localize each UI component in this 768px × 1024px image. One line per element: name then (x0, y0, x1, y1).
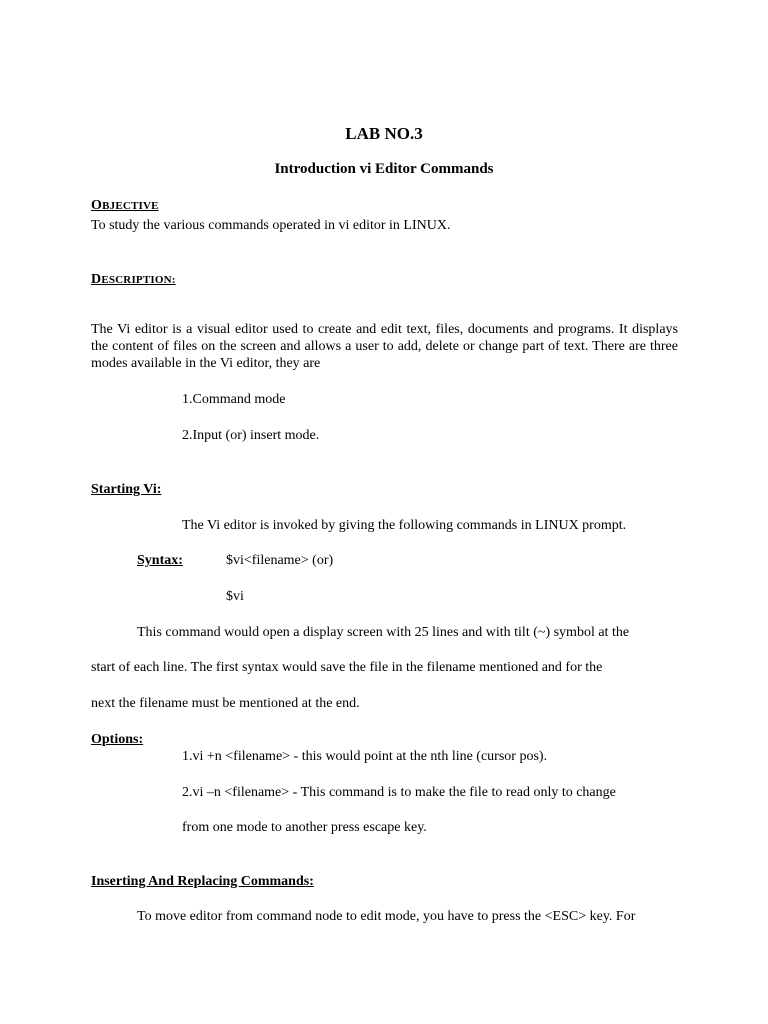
starting-vi-heading: Starting Vi: (91, 482, 162, 497)
objective-text: To study the various commands operated in vi editor in LINUX. (91, 218, 451, 233)
description-paragraph: The Vi editor is a visual editor used to create and edit text, files, documents and programs. It displays the content of files on the screen and allows a user to add, delete or change part of text. There are three modes available in the Vi editor, they are (91, 322, 678, 371)
inserting-line: To move editor from command node to edit mode, you have to press the <ESC> key. For (137, 909, 636, 924)
options-heading: Options: (91, 732, 144, 747)
option-line-2: 2.vi –n <filename> - This command is to make the file to read only to change (182, 785, 616, 800)
option-line-3: from one mode to another press escape key. (182, 820, 427, 835)
starting-vi-intro: The Vi editor is invoked by giving the following commands in LINUX prompt. (182, 518, 627, 533)
objective-heading (91, 197, 159, 214)
mode-item-2: 2.Input (or) insert mode. (182, 428, 320, 443)
description-heading-rest: ESCRIPTION: (101, 274, 176, 286)
explain-line-1: This command would open a display screen with 25 lines and with tilt (~) symbol at the (137, 625, 630, 640)
objective-heading-initial: O (91, 198, 103, 213)
inserting-heading: Inserting And Replacing Commands: (91, 874, 314, 889)
explain-line-3: next the filename must be mentioned at the end. (91, 696, 360, 711)
mode-item-1: 1.Command mode (182, 392, 286, 407)
page-subtitle: Introduction vi Editor Commands (274, 161, 494, 177)
description-heading (91, 271, 176, 288)
objective-heading-rest: BJECTIVE (102, 200, 159, 212)
explain-line-2: start of each line. The first syntax would save the file in the filename mentioned and for the (91, 660, 603, 675)
description-heading-initial: D (91, 272, 102, 287)
syntax-label: Syntax: (137, 553, 183, 568)
option-line-1: 1.vi +n <filename> - this would point at the nth line (cursor pos). (182, 749, 548, 764)
page-title: LAB NO.3 (345, 124, 423, 143)
syntax-line-1: $vi<filename> (or) (226, 553, 334, 568)
syntax-line-2: $vi (226, 589, 244, 604)
